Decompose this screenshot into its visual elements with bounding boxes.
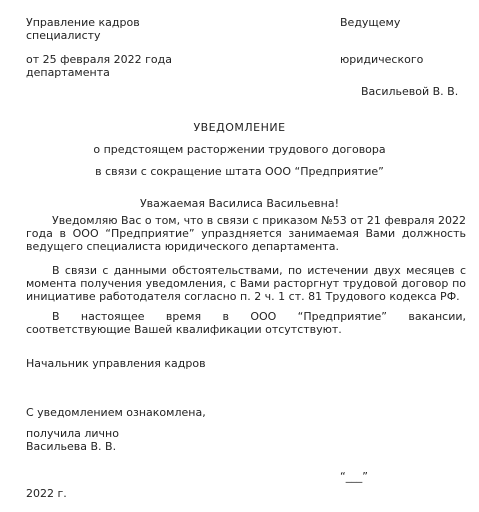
recipient-department-cont: департамента — [26, 66, 110, 79]
signature-date-blank: “___” — [340, 470, 368, 483]
recipient-name: Васильевой В. В. — [361, 85, 459, 98]
body-paragraph-3: В настоящее время в ООО “Предприятие” вакансии, соответствующие Вашей квалификации отсутствуют. — [26, 310, 466, 336]
body-paragraph-2: В связи с данными обстоятельствами, по истечении двух месяцев с момента получения уведомления, с Вами расторгнут трудовой договор по инициативе работодателя согласно п. 2 ч. 1 ст. 81 Трудового кодекса РФ. — [26, 264, 466, 303]
document-subtitle-line2: в связи с сокращение штата ООО “Предприятие” — [95, 165, 384, 178]
greeting: Уважаемая Василиса Васильевна! — [139, 197, 340, 210]
acknowledgement-received: получила лично — [26, 427, 119, 440]
sender-department: Управление кадров — [26, 16, 140, 29]
recipient-department: юридического — [340, 53, 424, 66]
recipient-position: Ведущему — [340, 16, 401, 29]
document-title: УВЕДОМЛЕНИЕ — [193, 121, 286, 134]
acknowledgement-name: Васильева В. В. — [26, 440, 117, 453]
document-date: от 25 февраля 2022 года — [26, 53, 172, 66]
recipient-position-cont: специалисту — [26, 29, 101, 42]
signatory-title: Начальник управления кадров — [26, 357, 206, 370]
document-subtitle-line1: о предстоящем расторжении трудового договора — [93, 143, 386, 156]
acknowledgement-line: С уведомлением ознакомлена, — [26, 406, 206, 419]
signature-year: 2022 г. — [26, 487, 67, 500]
body-paragraph-1: Уведомляю Вас о том, что в связи с приказом №53 от 21 февраля 2022 года в ООО “Предприятие” упраздняется занимаемая Вами должность ведущего специалиста юридического департамента. — [26, 214, 466, 253]
